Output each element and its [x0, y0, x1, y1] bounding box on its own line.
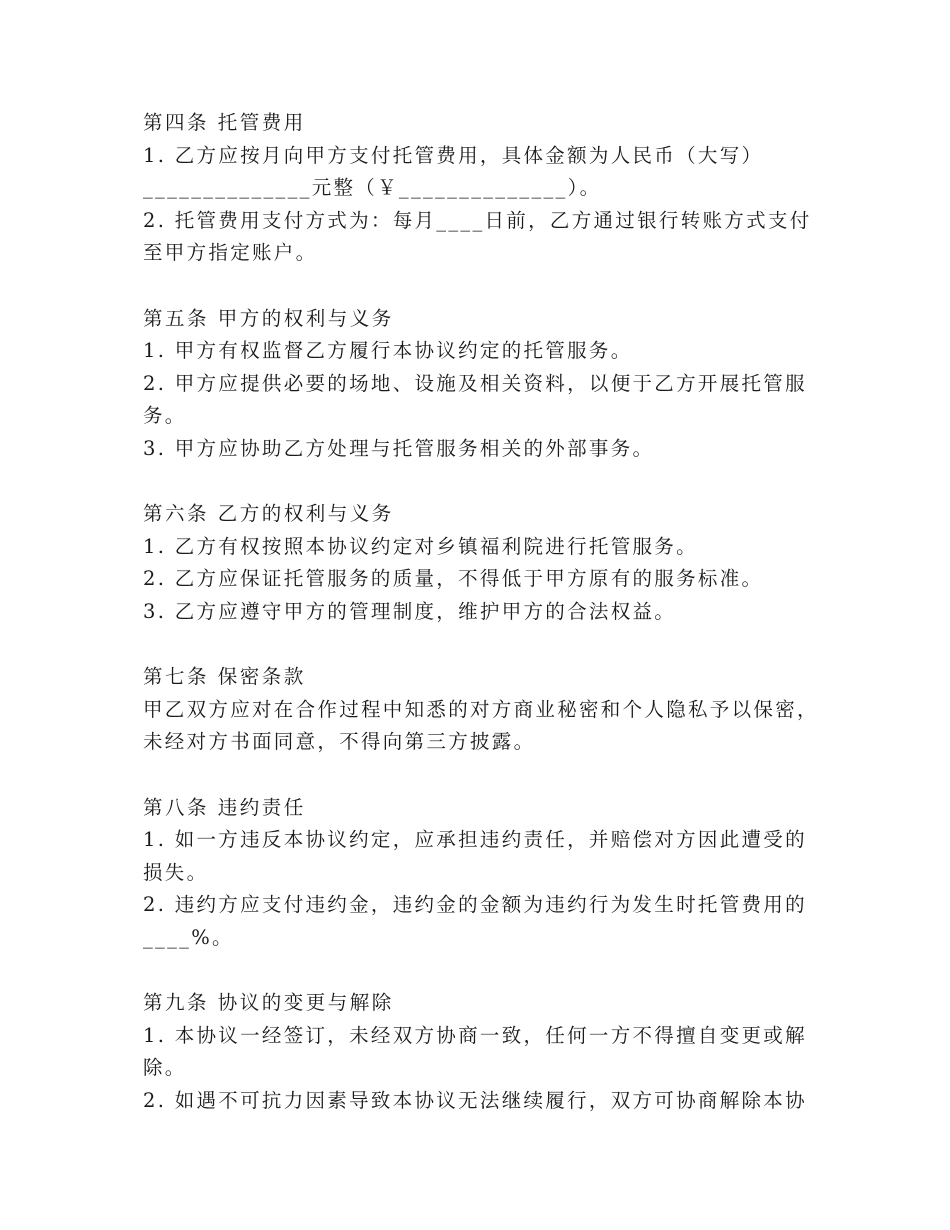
- paragraph-line: 1. 甲方有权监督乙方履行本协议约定的托管服务。: [143, 339, 633, 362]
- section-heading: 第四条 托管费用: [143, 111, 306, 134]
- paragraph-line: 2. 乙方应保证托管服务的质量，不得低于甲方原有的服务标准。: [143, 567, 764, 590]
- paragraph-line: 2. 甲方应提供必要的场地、设施及相关资料，以便于乙方开展托管服: [143, 371, 807, 395]
- paragraph-line: 3. 甲方应协助乙方处理与托管服务相关的外部事务。: [143, 436, 655, 460]
- paragraph-line: 3. 乙方应遵守甲方的管理制度，维护甲方的合法权益。: [143, 599, 677, 623]
- section-heading: 第九条 协议的变更与解除: [143, 991, 394, 1014]
- section-heading: 第八条 违约责任: [143, 795, 306, 819]
- paragraph-line: 1. 乙方应按月向甲方支付托管费用，具体金额为人民币（大写）: [143, 143, 764, 167]
- section-heading: 第七条 保密条款: [143, 665, 306, 688]
- paragraph-line: 1. 乙方有权按照本协议约定对乡镇福利院进行托管服务。: [143, 534, 698, 558]
- document-page: [143, 107, 843, 1117]
- paragraph-line: ____%。: [143, 925, 234, 949]
- paragraph-line: 未经对方书面同意，不得向第三方披露。: [143, 730, 536, 753]
- section-heading: 第六条 乙方的权利与义务: [143, 502, 394, 525]
- paragraph-line: 损失。: [143, 860, 209, 884]
- section-article-7: [143, 661, 843, 759]
- section-article-5: [143, 303, 843, 466]
- section-article-6: [143, 498, 843, 628]
- paragraph-line: 务。: [143, 404, 187, 427]
- paragraph-line: 除。: [143, 1056, 187, 1079]
- paragraph-line: 2. 违约方应支付违约金，违约金的金额为违约行为发生时托管费用的: [143, 893, 807, 916]
- paragraph-line: 甲乙双方应对在合作过程中知悉的对方商业秘密和个人隐私予以保密，: [143, 697, 819, 721]
- paragraph-line: 1. 如一方违反本协议约定，应承担违约责任，并赔偿对方因此遭受的: [143, 828, 807, 851]
- section-heading: 第五条 甲方的权利与义务: [143, 306, 394, 330]
- paragraph-line: ______________元整（￥______________）。: [143, 176, 602, 199]
- paragraph-line: 至甲方指定账户。: [143, 241, 318, 264]
- paragraph-line: 2. 托管费用支付方式为：每月____日前，乙方通过银行转账方式支付: [143, 208, 812, 232]
- paragraph-line: 2. 如遇不可抗力因素导致本协议无法继续履行，双方可协商解除本协: [143, 1088, 807, 1112]
- section-article-9: [143, 987, 843, 1117]
- section-article-4: [143, 107, 843, 270]
- paragraph-line: 1. 本协议一经签订，未经双方协商一致，任何一方不得擅自变更或解: [143, 1023, 807, 1047]
- section-article-8: [143, 792, 843, 955]
